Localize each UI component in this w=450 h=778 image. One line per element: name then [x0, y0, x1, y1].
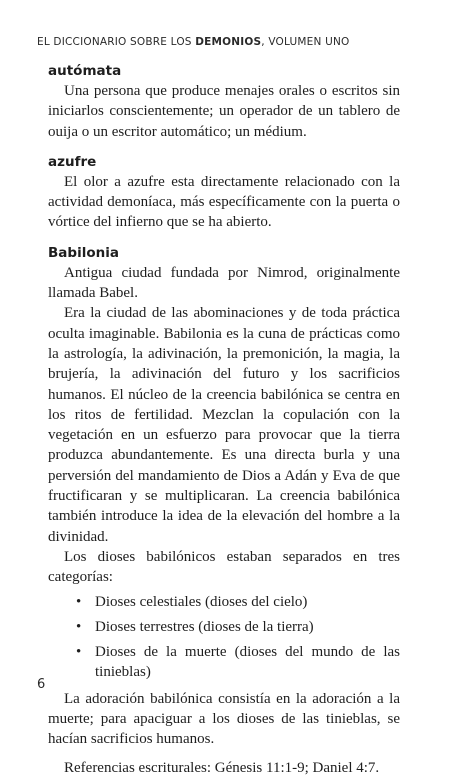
running-head-prefix: EL DICCIONARIO SOBRE LOS	[37, 36, 196, 48]
entry-term: azufre	[48, 153, 97, 170]
entry-definition: El olor a azufre esta directamente relacionado con la actividad demoníaca, más específicamente con la puerta o vórtice del infierno que se ha abierto.	[48, 173, 400, 231]
entry-azufre	[48, 152, 400, 233]
scripture-references: Referencias escriturales: Génesis 11:1-9; Daniel 4:7.	[64, 759, 380, 776]
running-head	[37, 36, 350, 48]
running-head-bold: DEMONIOS	[195, 36, 262, 48]
entry-term: autómata	[48, 63, 122, 79]
dictionary-content	[48, 61, 400, 778]
bullet-icon: •	[76, 618, 82, 635]
list-item	[48, 617, 400, 637]
page-number: 6	[37, 677, 46, 692]
entry-babilonia	[48, 243, 400, 778]
entry-paragraph: La adoración babilónica consistía en la adoración a la muerte; para apaciguar a los dioses de las tinieblas, se hacían sacrificios humanos.	[48, 690, 400, 748]
entry-automata	[48, 61, 400, 142]
entry-definition: Una persona que produce menajes orales o escritos sin iniciarlos conscientemente; un operador de un tablero de ouija o un escritor automático; un médium.	[48, 83, 400, 140]
entry-term: Babilonia	[48, 244, 119, 261]
bullet-icon: •	[76, 593, 82, 610]
bullet-icon: •	[76, 644, 82, 661]
list-item-text: Dioses de la muerte (dioses del mundo de las tinieblas)	[95, 644, 400, 681]
list-item-text: Dioses terrestres (dioses de la tierra)	[95, 618, 314, 635]
running-head-suffix: , VOLUMEN UNO	[261, 36, 350, 48]
entry-paragraph: Los dioses babilónicos estaban separados en tres categorías:	[48, 548, 400, 586]
entry-paragraph: Era la ciudad de las abominaciones y de toda práctica oculta imaginable. Babilonia es la cuna de prácticas como la astrología, la adivinación, la premonición, la magia, la brujería, la adivinación del futuro y los sacrificios humanos. El núcleo de la creencia babilónica se centra en los ritos de fertilidad. Mezclan la copulación con la vegetación en un esfuerzo para provocar que la tierra produzca abundantemente. Es una directa burla y una perversión del mandamiento de Dios a Adán y Eva de que fructificaran y se multiplicaran. La creencia babilónica también introduce la idea de la elevación del hombre a la divinidad.	[48, 305, 400, 545]
list-item-text: Dioses celestiales (dioses del cielo)	[95, 593, 308, 610]
entry-definition: Antigua ciudad fundada por Nimrod, originalmente llamada Babel.	[48, 264, 400, 302]
list-item	[48, 642, 400, 683]
bullet-list	[48, 592, 400, 683]
list-item	[48, 592, 400, 612]
